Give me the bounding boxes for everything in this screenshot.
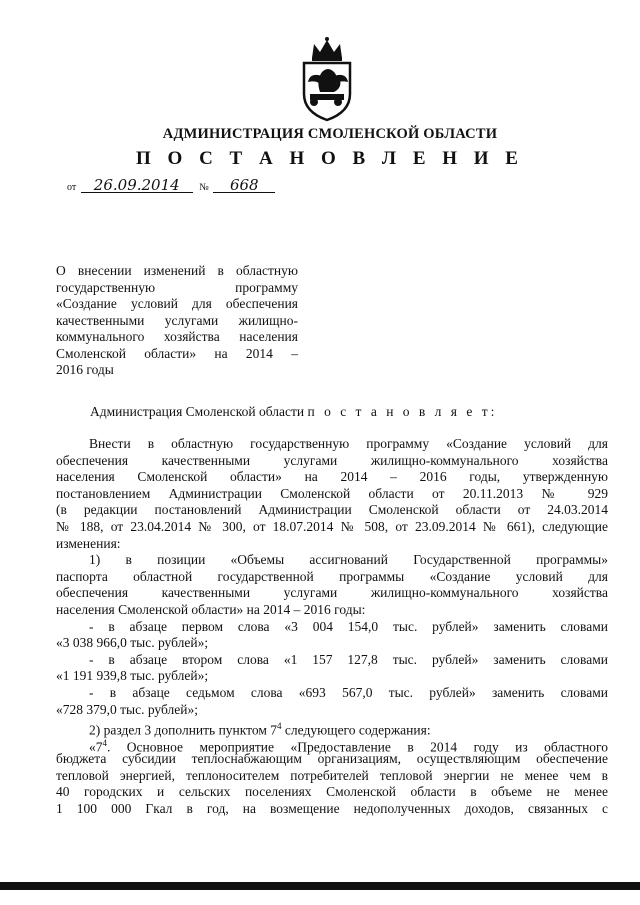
body-line: постановлением Администрации Смоленской области от 20.11.2013 № 929 xyxy=(56,485,608,501)
body-line: № 188, от 23.04.2014 № 300, от 18.07.2014 № 508, от 23.09.2014 № 661), следующие xyxy=(56,518,608,534)
organization-title: АДМИНИСТРАЦИЯ СМОЛЕНСКОЙ ОБЛАСТИ xyxy=(162,126,498,142)
body-line: «728 379,0 тыс. рублей»; xyxy=(56,701,198,717)
subject-line: «Создание условий для обеспечения xyxy=(56,296,298,311)
body-line: «1 191 939,8 тыс. рублей»; xyxy=(56,668,209,684)
subject-line: государственную программу xyxy=(56,279,298,295)
body-line: «3 038 966,0 тыс. рублей»; xyxy=(56,635,209,651)
subject-line: качественными услугами жилищно- xyxy=(56,312,298,328)
coat-of-arms-emblem xyxy=(292,36,362,122)
body-line: - в абзаце седьмом слова «693 567,0 тыс. рублей» заменить словами xyxy=(89,684,608,700)
intro-text: Администрация Смоленской области xyxy=(90,404,305,419)
body-line: (в редакции постановлений Администрации Смоленской области от 24.03.2014 xyxy=(56,502,608,518)
body-line: 1) в позиции «Объемы ассигнований Государственной программы» xyxy=(89,552,608,568)
subject-line: Смоленской области» на 2014 – xyxy=(56,345,298,361)
body-line: обеспечения качественными услугами жилищно-коммунального хозяйства xyxy=(56,452,608,468)
body-line-item xyxy=(56,735,608,755)
point-superscript: 4 xyxy=(277,721,282,732)
body-line-point xyxy=(56,718,608,738)
document-subject xyxy=(56,263,298,379)
item-tail: . Основное мероприятие «Предоставление в 2014 году из областного xyxy=(107,739,608,755)
subject-line: коммунального хозяйства населения xyxy=(56,329,298,344)
resolution-intro xyxy=(90,404,497,420)
date-number-line xyxy=(67,178,275,193)
body-line: населения Смоленской области» на 2014 – 2016 годы: xyxy=(56,601,366,617)
handwritten-number: 668 xyxy=(213,178,275,193)
handwritten-date: 26.09.2014 xyxy=(81,178,193,193)
subject-line: 2016 годы xyxy=(56,362,114,377)
scan-bottom-bar xyxy=(0,882,640,890)
body-line: - в абзаце первом слова «3 004 154,0 тыс. рублей» заменить словами xyxy=(89,618,608,634)
body-line: - в абзаце втором слова «1 157 127,8 тыс. рублей» заменить словами xyxy=(89,651,608,667)
point-suffix: следующего содержания: xyxy=(281,722,431,738)
body-line: тепловой энергией, теплоносителем потребителей тепловой энергии не менее чем в xyxy=(56,767,608,783)
document-body xyxy=(56,436,608,818)
body-line: Внести в областную государственную программу «Создание условий для xyxy=(89,436,608,451)
body-line: 40 городских и сельских поселениях Смоленской области в объеме не менее xyxy=(56,784,608,800)
number-prefix: № xyxy=(199,182,209,193)
body-line: 1 100 000 Гкал в год, на возмещение недополученных доходов, связанных с xyxy=(56,801,608,817)
document-type-title: П О С Т А Н О В Л Е Н И Е xyxy=(136,148,524,169)
item-number: «7 xyxy=(89,739,103,755)
body-line: паспорта областной государственной программы «Создание условий для xyxy=(56,568,608,584)
date-prefix: от xyxy=(67,182,77,193)
body-line: изменения: xyxy=(56,535,121,551)
item-superscript: 4 xyxy=(102,737,107,748)
intro-resolves: п о с т а н о в л я е т: xyxy=(307,404,498,419)
subject-line: О внесении изменений в областную xyxy=(56,263,298,278)
point-text: 2) раздел 3 дополнить пунктом 7 xyxy=(89,722,278,738)
body-line: обеспечения качественными услугами жилищно-коммунального хозяйства xyxy=(56,585,608,601)
body-line: населения Смоленской области» на 2014 – 2016 годы, утвержденную xyxy=(56,469,608,485)
body-line: бюджета субсидии теплоснабжающим организациям, осуществляющим обеспечение xyxy=(56,751,608,767)
